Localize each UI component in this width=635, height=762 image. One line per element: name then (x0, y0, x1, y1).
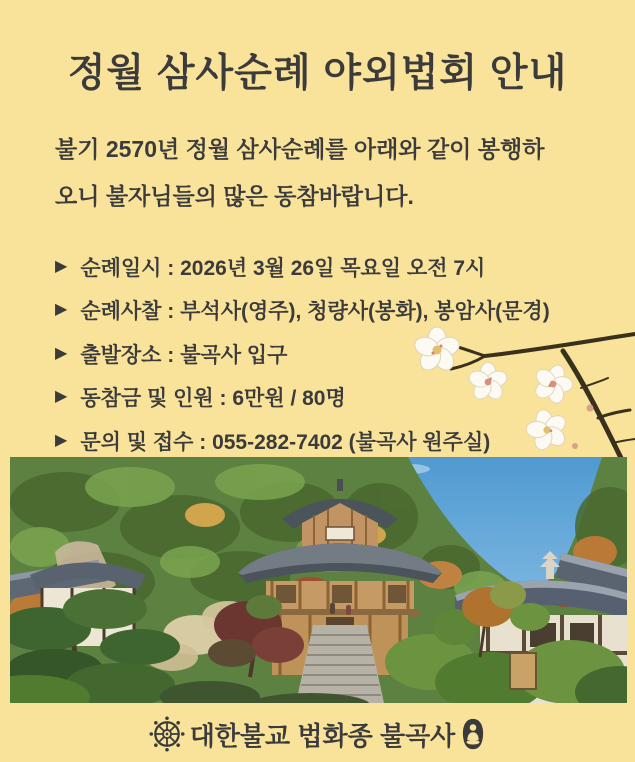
bullet-triangle-icon: ▶ (55, 257, 68, 275)
detail-list (55, 245, 550, 463)
temple-autumn-photo (10, 457, 627, 703)
intro-paragraph (55, 126, 595, 220)
detail-text: 순례일시 : 2026년 3월 26일 목요일 오전 7시 (80, 256, 486, 280)
temple-autumn-photo-scene (10, 457, 627, 703)
intro-line-2: 오니 불자님들의 많은 동참바랍니다. (55, 183, 414, 209)
detail-text: 출발장소 : 불곡사 입구 (80, 343, 288, 367)
detail-item-temples (55, 289, 550, 333)
detail-item-fee (55, 376, 550, 420)
bullet-triangle-icon: ▶ (55, 388, 68, 406)
detail-item-date (55, 245, 550, 289)
footer-org-name: 대한불교 법화종 불곡사 (189, 720, 456, 751)
bullet-triangle-icon: ▶ (55, 431, 68, 449)
bullet-triangle-icon: ▶ (55, 301, 68, 319)
detail-text: 동참금 및 인원 : 6만원 / 80명 (80, 387, 346, 411)
bullet-triangle-icon: ▶ (55, 344, 68, 362)
dharma-wheel-icon (149, 716, 185, 752)
intro-line-1: 불기 2570년 정월 삼사순례를 아래와 같이 봉행하 (55, 136, 545, 162)
footer-org-line (0, 711, 635, 757)
poster-title: 정월 삼사순례 야외법회 안내 (67, 52, 568, 95)
detail-item-contact (55, 419, 550, 463)
detail-text: 문의 및 접수 : 055-282-7402 (불곡사 원주실) (80, 430, 491, 454)
seated-buddha-icon (460, 717, 486, 751)
detail-text: 순례사찰 : 부석사(영주), 청량사(봉화), 봉암사(문경) (80, 300, 550, 324)
detail-item-departure (55, 332, 550, 376)
